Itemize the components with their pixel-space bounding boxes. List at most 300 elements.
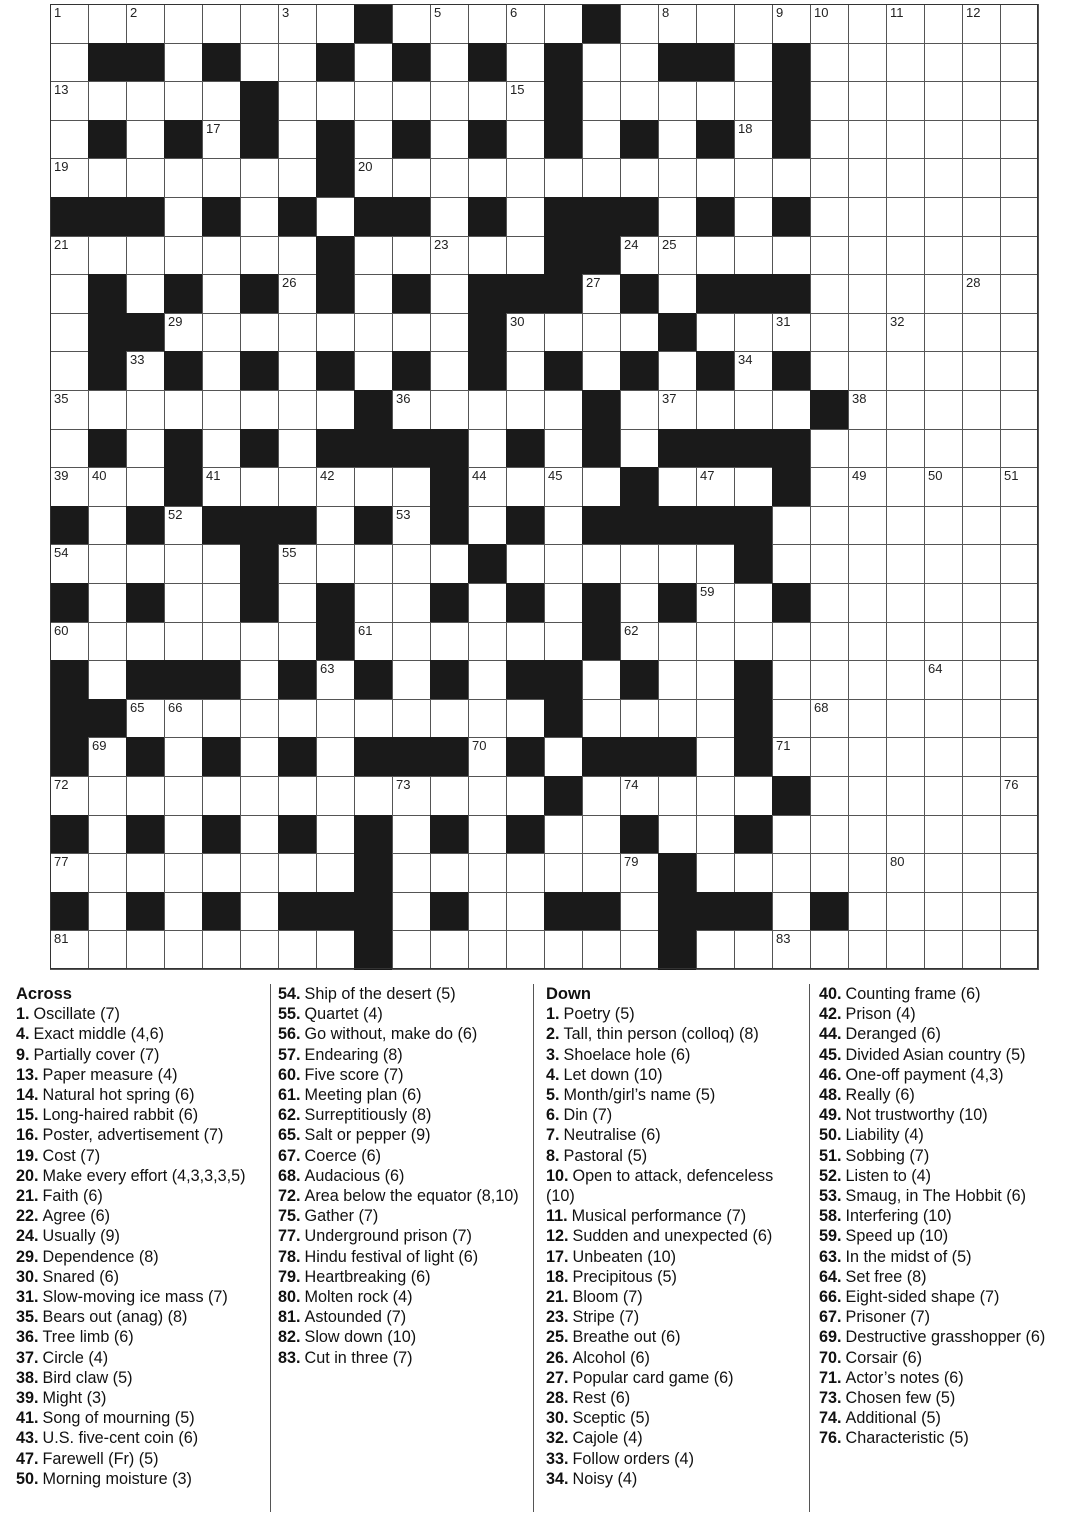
grid-cell[interactable] [392,81,431,121]
grid-cell[interactable] [772,158,811,198]
grid-cell[interactable] [126,158,165,198]
grid-cell[interactable] [772,853,811,893]
grid-cell[interactable] [658,197,697,237]
grid-cell[interactable] [278,81,317,121]
grid-cell[interactable] [810,583,849,623]
grid-cell[interactable] [734,236,773,276]
grid-cell[interactable] [924,313,963,353]
grid-cell[interactable] [1000,699,1039,739]
grid-cell[interactable] [772,815,811,855]
grid-cell[interactable] [88,467,127,507]
grid-cell[interactable] [50,622,89,662]
grid-cell[interactable] [468,930,507,970]
grid-cell[interactable] [50,158,89,198]
grid-cell[interactable] [50,274,89,314]
grid-cell[interactable] [164,197,203,237]
grid-cell[interactable] [734,853,773,893]
grid-cell[interactable] [848,429,887,469]
grid-cell[interactable] [848,313,887,353]
grid-cell[interactable] [544,390,583,430]
grid-cell[interactable] [620,390,659,430]
grid-cell[interactable] [924,43,963,83]
grid-cell[interactable] [848,699,887,739]
grid-cell[interactable] [278,236,317,276]
grid-cell[interactable] [848,660,887,700]
grid-cell[interactable] [468,467,507,507]
grid-cell[interactable] [50,390,89,430]
grid-cell[interactable] [50,236,89,276]
grid-cell[interactable] [810,737,849,777]
grid-cell[interactable] [88,583,127,623]
grid-cell[interactable] [924,4,963,44]
grid-cell[interactable] [734,622,773,662]
grid-cell[interactable] [962,930,1001,970]
grid-cell[interactable] [734,390,773,430]
grid-cell[interactable] [354,622,393,662]
grid-cell[interactable] [240,467,279,507]
grid-cell[interactable] [1000,815,1039,855]
grid-cell[interactable] [544,4,583,44]
grid-cell[interactable] [88,892,127,932]
grid-cell[interactable] [696,660,735,700]
grid-cell[interactable] [582,81,621,121]
grid-cell[interactable] [88,930,127,970]
grid-cell[interactable] [810,197,849,237]
grid-cell[interactable] [50,429,89,469]
grid-cell[interactable] [278,390,317,430]
grid-cell[interactable] [354,776,393,816]
grid-cell[interactable] [582,699,621,739]
grid-cell[interactable] [164,158,203,198]
grid-cell[interactable] [734,313,773,353]
grid-cell[interactable] [316,4,355,44]
grid-cell[interactable] [392,622,431,662]
grid-cell[interactable] [620,583,659,623]
grid-cell[interactable] [544,467,583,507]
grid-cell[interactable] [202,158,241,198]
grid-cell[interactable] [506,43,545,83]
grid-cell[interactable] [886,43,925,83]
grid-cell[interactable] [658,622,697,662]
grid-cell[interactable] [620,236,659,276]
grid-cell[interactable] [886,622,925,662]
grid-cell[interactable] [278,699,317,739]
grid-cell[interactable] [1000,120,1039,160]
grid-cell[interactable] [620,158,659,198]
grid-cell[interactable] [164,737,203,777]
grid-cell[interactable] [658,467,697,507]
grid-cell[interactable] [468,622,507,662]
grid-cell[interactable] [468,429,507,469]
grid-cell[interactable] [848,776,887,816]
grid-cell[interactable] [810,274,849,314]
grid-cell[interactable] [240,737,279,777]
grid-cell[interactable] [886,815,925,855]
grid-cell[interactable] [316,815,355,855]
grid-cell[interactable] [88,737,127,777]
grid-cell[interactable] [392,390,431,430]
grid-cell[interactable] [810,120,849,160]
grid-cell[interactable] [88,390,127,430]
grid-cell[interactable] [316,699,355,739]
grid-cell[interactable] [620,853,659,893]
grid-cell[interactable] [88,544,127,584]
grid-cell[interactable] [202,583,241,623]
grid-cell[interactable] [240,892,279,932]
grid-cell[interactable] [506,622,545,662]
grid-cell[interactable] [810,81,849,121]
grid-cell[interactable] [1000,236,1039,276]
grid-cell[interactable] [392,815,431,855]
grid-cell[interactable] [810,429,849,469]
grid-cell[interactable] [962,892,1001,932]
grid-cell[interactable] [848,853,887,893]
grid-cell[interactable] [430,236,469,276]
grid-cell[interactable] [354,43,393,83]
grid-cell[interactable] [88,158,127,198]
grid-cell[interactable] [468,815,507,855]
grid-cell[interactable] [88,660,127,700]
grid-cell[interactable] [962,544,1001,584]
grid-cell[interactable] [696,467,735,507]
grid-cell[interactable] [126,930,165,970]
grid-cell[interactable] [696,390,735,430]
grid-cell[interactable] [202,4,241,44]
grid-cell[interactable] [620,930,659,970]
grid-cell[interactable] [924,197,963,237]
grid-cell[interactable] [354,236,393,276]
grid-cell[interactable] [772,930,811,970]
grid-cell[interactable] [202,120,241,160]
grid-cell[interactable] [810,467,849,507]
grid-cell[interactable] [164,699,203,739]
grid-cell[interactable] [50,81,89,121]
grid-cell[interactable] [810,660,849,700]
grid-cell[interactable] [962,660,1001,700]
grid-cell[interactable] [126,236,165,276]
grid-cell[interactable] [468,81,507,121]
grid-cell[interactable] [164,583,203,623]
grid-cell[interactable] [848,506,887,546]
grid-cell[interactable] [278,4,317,44]
grid-cell[interactable] [1000,853,1039,893]
grid-cell[interactable] [1000,390,1039,430]
grid-cell[interactable] [810,351,849,391]
grid-cell[interactable] [962,43,1001,83]
grid-cell[interactable] [848,197,887,237]
grid-cell[interactable] [772,506,811,546]
grid-cell[interactable] [848,43,887,83]
grid-cell[interactable] [240,622,279,662]
grid-cell[interactable] [962,4,1001,44]
grid-cell[interactable] [696,544,735,584]
grid-cell[interactable] [582,274,621,314]
grid-cell[interactable] [924,737,963,777]
grid-cell[interactable] [164,4,203,44]
grid-cell[interactable] [354,351,393,391]
grid-cell[interactable] [962,853,1001,893]
grid-cell[interactable] [430,776,469,816]
grid-cell[interactable] [696,776,735,816]
grid-cell[interactable] [202,274,241,314]
grid-cell[interactable] [658,660,697,700]
grid-cell[interactable] [962,390,1001,430]
grid-cell[interactable] [696,236,735,276]
grid-cell[interactable] [392,853,431,893]
grid-cell[interactable] [202,853,241,893]
grid-cell[interactable] [658,81,697,121]
grid-cell[interactable] [620,776,659,816]
grid-cell[interactable] [316,506,355,546]
grid-cell[interactable] [164,43,203,83]
grid-cell[interactable] [848,390,887,430]
grid-cell[interactable] [88,622,127,662]
grid-cell[interactable] [1000,776,1039,816]
grid-cell[interactable] [924,853,963,893]
grid-cell[interactable] [886,351,925,391]
grid-cell[interactable] [430,622,469,662]
grid-cell[interactable] [772,737,811,777]
grid-cell[interactable] [1000,197,1039,237]
grid-cell[interactable] [240,853,279,893]
grid-cell[interactable] [430,4,469,44]
grid-cell[interactable] [772,313,811,353]
grid-cell[interactable] [544,313,583,353]
grid-cell[interactable] [278,158,317,198]
grid-cell[interactable] [924,544,963,584]
grid-cell[interactable] [924,274,963,314]
grid-cell[interactable] [354,313,393,353]
grid-cell[interactable] [886,236,925,276]
grid-cell[interactable] [278,274,317,314]
grid-cell[interactable] [696,930,735,970]
grid-cell[interactable] [620,892,659,932]
grid-cell[interactable] [164,776,203,816]
grid-cell[interactable] [582,158,621,198]
grid-cell[interactable] [810,4,849,44]
grid-cell[interactable] [582,815,621,855]
grid-cell[interactable] [848,737,887,777]
grid-cell[interactable] [164,544,203,584]
grid-cell[interactable] [734,467,773,507]
grid-cell[interactable] [392,467,431,507]
grid-cell[interactable] [924,892,963,932]
grid-cell[interactable] [430,197,469,237]
grid-cell[interactable] [810,43,849,83]
grid-cell[interactable] [734,4,773,44]
grid-cell[interactable] [810,622,849,662]
grid-cell[interactable] [126,699,165,739]
grid-cell[interactable] [962,583,1001,623]
grid-cell[interactable] [886,467,925,507]
grid-cell[interactable] [924,351,963,391]
grid-cell[interactable] [50,120,89,160]
grid-cell[interactable] [848,544,887,584]
grid-cell[interactable] [392,776,431,816]
grid-cell[interactable] [430,81,469,121]
grid-cell[interactable] [924,776,963,816]
grid-cell[interactable] [202,81,241,121]
grid-cell[interactable] [126,351,165,391]
grid-cell[interactable] [126,429,165,469]
grid-cell[interactable] [506,853,545,893]
grid-cell[interactable] [354,544,393,584]
grid-cell[interactable] [240,197,279,237]
grid-cell[interactable] [278,776,317,816]
grid-cell[interactable] [886,930,925,970]
grid-cell[interactable] [658,274,697,314]
grid-cell[interactable] [924,158,963,198]
grid-cell[interactable] [50,930,89,970]
grid-cell[interactable] [544,737,583,777]
grid-cell[interactable] [468,660,507,700]
grid-cell[interactable] [506,81,545,121]
grid-cell[interactable] [88,776,127,816]
grid-cell[interactable] [1000,158,1039,198]
grid-cell[interactable] [278,351,317,391]
grid-cell[interactable] [240,43,279,83]
grid-cell[interactable] [202,351,241,391]
grid-cell[interactable] [620,81,659,121]
grid-cell[interactable] [316,197,355,237]
grid-cell[interactable] [886,853,925,893]
grid-cell[interactable] [88,4,127,44]
grid-cell[interactable] [848,930,887,970]
grid-cell[interactable] [810,699,849,739]
grid-cell[interactable] [316,776,355,816]
grid-cell[interactable] [354,120,393,160]
grid-cell[interactable] [430,544,469,584]
grid-cell[interactable] [1000,930,1039,970]
grid-cell[interactable] [126,390,165,430]
grid-cell[interactable] [924,622,963,662]
grid-cell[interactable] [734,930,773,970]
grid-cell[interactable] [620,43,659,83]
grid-cell[interactable] [848,158,887,198]
grid-cell[interactable] [924,390,963,430]
grid-cell[interactable] [886,737,925,777]
grid-cell[interactable] [202,467,241,507]
grid-cell[interactable] [240,313,279,353]
grid-cell[interactable] [886,660,925,700]
grid-cell[interactable] [316,467,355,507]
grid-cell[interactable] [430,699,469,739]
grid-cell[interactable] [202,236,241,276]
grid-cell[interactable] [354,583,393,623]
grid-cell[interactable] [468,853,507,893]
grid-cell[interactable] [582,351,621,391]
grid-cell[interactable] [658,390,697,430]
grid-cell[interactable] [392,892,431,932]
grid-cell[interactable] [696,313,735,353]
grid-cell[interactable] [658,776,697,816]
grid-cell[interactable] [772,892,811,932]
grid-cell[interactable] [962,737,1001,777]
grid-cell[interactable] [848,120,887,160]
grid-cell[interactable] [278,544,317,584]
grid-cell[interactable] [278,853,317,893]
grid-cell[interactable] [50,313,89,353]
grid-cell[interactable] [240,660,279,700]
grid-cell[interactable] [392,4,431,44]
grid-cell[interactable] [886,158,925,198]
grid-cell[interactable] [278,120,317,160]
grid-cell[interactable] [772,699,811,739]
grid-cell[interactable] [582,660,621,700]
grid-cell[interactable] [544,429,583,469]
grid-cell[interactable] [924,699,963,739]
grid-cell[interactable] [582,544,621,584]
grid-cell[interactable] [924,120,963,160]
grid-cell[interactable] [164,892,203,932]
grid-cell[interactable] [924,506,963,546]
grid-cell[interactable] [316,313,355,353]
grid-cell[interactable] [392,313,431,353]
grid-cell[interactable] [848,4,887,44]
grid-cell[interactable] [886,81,925,121]
grid-cell[interactable] [430,43,469,83]
grid-cell[interactable] [240,4,279,44]
grid-cell[interactable] [468,4,507,44]
grid-cell[interactable] [582,930,621,970]
grid-cell[interactable] [734,197,773,237]
grid-cell[interactable] [126,274,165,314]
grid-cell[interactable] [848,236,887,276]
grid-cell[interactable] [962,622,1001,662]
grid-cell[interactable] [1000,737,1039,777]
grid-cell[interactable] [468,236,507,276]
grid-cell[interactable] [506,467,545,507]
grid-cell[interactable] [962,429,1001,469]
grid-cell[interactable] [848,583,887,623]
grid-cell[interactable] [886,274,925,314]
grid-cell[interactable] [696,4,735,44]
grid-cell[interactable] [316,81,355,121]
grid-cell[interactable] [202,776,241,816]
grid-cell[interactable] [696,583,735,623]
grid-cell[interactable] [278,467,317,507]
grid-cell[interactable] [240,930,279,970]
grid-cell[interactable] [962,197,1001,237]
grid-cell[interactable] [886,429,925,469]
grid-cell[interactable] [430,853,469,893]
grid-cell[interactable] [962,351,1001,391]
grid-cell[interactable] [962,81,1001,121]
grid-cell[interactable] [658,158,697,198]
grid-cell[interactable] [582,120,621,160]
grid-cell[interactable] [468,892,507,932]
grid-cell[interactable] [734,583,773,623]
grid-cell[interactable] [430,390,469,430]
grid-cell[interactable] [962,274,1001,314]
grid-cell[interactable] [392,930,431,970]
grid-cell[interactable] [430,120,469,160]
grid-cell[interactable] [810,815,849,855]
grid-cell[interactable] [658,699,697,739]
grid-cell[interactable] [164,313,203,353]
grid-cell[interactable] [924,930,963,970]
grid-cell[interactable] [620,4,659,44]
grid-cell[interactable] [658,236,697,276]
grid-cell[interactable] [848,622,887,662]
grid-cell[interactable] [772,390,811,430]
grid-cell[interactable] [886,544,925,584]
grid-cell[interactable] [164,390,203,430]
grid-cell[interactable] [506,544,545,584]
grid-cell[interactable] [810,776,849,816]
grid-cell[interactable] [544,506,583,546]
grid-cell[interactable] [658,4,697,44]
